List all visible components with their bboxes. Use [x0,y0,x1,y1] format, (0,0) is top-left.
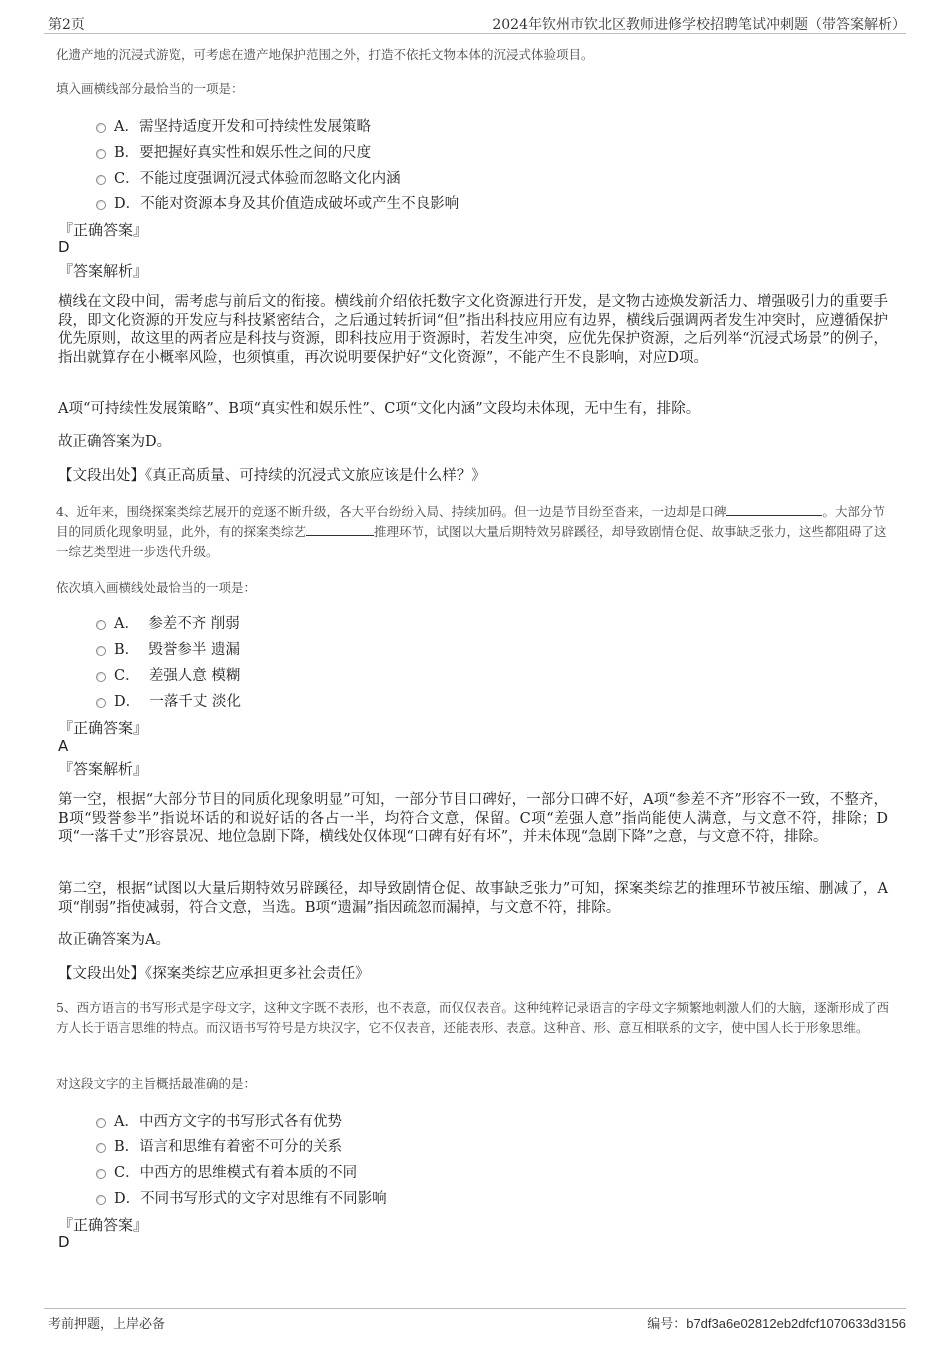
q4-source: 【文段出处】《探案类综艺应承担更多社会责任》 [58,966,370,982]
q5-answer: D [58,1233,70,1251]
q4-analysis-label: 『答案解析』 [58,760,149,778]
q3-analysis-p1: 横线在文段中间，需考虑与前后文的衔接。横线前介绍依托数字文化资源进行开发，是文物古迹焕发新活力、增强吸引力的重要手段，即文化资源的开发应与科技紧密结合，之后通过转折词“但”指出科技应用应有边界，横线后强调两者发生冲突时，应遵循保护优先原则，故这里的两者应是科技与资源，即科技应用于资源时，若发生冲突，应优先保护资源，之后列举“沉浸式场景”的例子，指出就算存在小概率风险，也须慎重，再次说明要保护好“文化资源”，不能产生不良影响，对应D项。 [58,294,888,366]
q3-source: 【文段出处】《真正高质量、可持续的沉浸式文旅应该是什么样？》 [58,468,486,484]
q3-analysis-label: 『答案解析』 [58,262,149,280]
q3-option-c[interactable]: C．不能过度强调沉浸式体验而忽略文化内涵 [96,167,401,188]
q4-option-b[interactable]: B． 毁誉参半 遗漏 [96,638,240,659]
q5-text: 5、西方语言的书写形式是字母文字，这种文字既不表形，也不表意，而仅仅表音。这种纯粹记录语言的字母文字频繁地刺激人们的大脑，逐渐形成了西方人长于语言思维的特点。而汉语书写符号是方块汉字，它不仅表音，还能表形、表意。这种音、形、意互相联系的文字，使中国人长于形象思维。 [56,1000,889,1035]
q5-option-c[interactable]: C．中西方的思维模式有着本质的不同 [96,1161,357,1182]
q4-prompt: 依次填入画横线处最恰当的一项是： [56,580,257,595]
footer-code: 编号：b7df3a6e02812eb2dfcf1070633d3156 [647,1316,906,1332]
q3-analysis-p3: 故正确答案为D。 [58,434,172,450]
q3-option-d[interactable]: D．不能对资源本身及其价值造成破坏或产生不良影响 [96,192,459,213]
q4-option-d[interactable]: D． 一落千丈 淡化 [96,690,241,711]
radio-icon[interactable] [96,200,106,210]
radio-icon[interactable] [96,698,106,708]
radio-icon[interactable] [96,175,106,185]
page-number: 第2页 [48,17,85,33]
radio-icon[interactable] [96,1169,106,1179]
q3-analysis-p2: A项“可持续性发展策略”、B项“真实性和娱乐性”、C项“文化内涵”文段均未体现，无中生有，排除。 [58,401,701,417]
radio-icon[interactable] [96,672,106,682]
q3-option-b[interactable]: B．要把握好真实性和娱乐性之间的尺度 [96,141,371,162]
q5-option-b[interactable]: B．语言和思维有着密不可分的关系 [96,1135,342,1156]
radio-icon[interactable] [96,646,106,656]
radio-icon[interactable] [96,620,106,630]
q3-answer-label: 『正确答案』 [58,221,149,239]
q4-analysis-p3: 故正确答案为A。 [58,932,170,948]
radio-icon[interactable] [96,1195,106,1205]
q4-blank-2 [306,523,374,536]
q4-analysis-p2: 第二空，根据“试图以大量后期特效另辟蹊径，却导致剧情仓促、故事缺乏张力”可知，探案类综艺的推理环节被压缩、删减了，A项“削弱”指使减弱，符合文意，当选。B项“遗漏”指因疏忽而漏掉，与文意不符，排除。 [58,881,888,916]
q3-text-tail: 化遗产地的沉浸式游览，可考虑在遗产地保护范围之外，打造不依托文物本体的沉浸式体验项目。 [56,47,594,62]
q4-option-c[interactable]: C． 差强人意 模糊 [96,664,240,685]
header-divider [44,33,906,34]
radio-icon[interactable] [96,123,106,133]
q4-answer-label: 『正确答案』 [58,719,149,737]
footer-slogan: 考前押题，上岸必备 [48,1317,166,1332]
q4-option-a[interactable]: A． 参差不齐 削弱 [96,612,240,633]
q4-blank-1 [726,503,822,516]
q4-answer: A [58,737,69,755]
q5-option-a[interactable]: A．中西方文字的书写形式各有优势 [96,1110,342,1131]
q4-analysis-p1: 第一空，根据“大部分节目的同质化现象明显”可知，一部分节目口碑好，一部分口碑不好，A项“参差不齐”形容不一致，不整齐，B项“毁誉参半”指说坏话的和说好话的各占一半，均符合文意，保留。C项“差强人意”指尚能使人满意，与文意不符，排除；D项“一落千丈”形容景况、地位急剧下降，横线处仅体现“口碑有好有坏”，并未体现“急剧下降”之意，与文意不符，排除。 [58,792,888,845]
q3-prompt: 填入画横线部分最恰当的一项是： [56,81,244,96]
radio-icon[interactable] [96,149,106,159]
radio-icon[interactable] [96,1143,106,1153]
q4-text: 4、近年来，围绕探案类综艺展开的竞逐不断升级，各大平台纷纷入局、持续加码。但一边是节目纷至沓来，一边却是口碑 。大部分节目的同质化现象明显，此外，有的探案类综艺 推理环节，试图以大量后期特效另辟蹊径，却导致剧情仓促、故事缺乏张力，这些都阻碍了这一综艺类型进一步迭代升级。 [56,504,887,559]
q5-option-d[interactable]: D．不同书写形式的文字对思维有不同影响 [96,1187,387,1208]
document-title: 2024年钦州市钦北区教师进修学校招聘笔试冲刺题（带答案解析） [492,17,906,33]
footer-divider [44,1308,906,1309]
q5-prompt: 对这段文字的主旨概括最准确的是： [56,1076,257,1091]
q3-answer: D [58,238,70,256]
q5-answer-label: 『正确答案』 [58,1216,149,1234]
q3-option-a[interactable]: A．需坚持适度开发和可持续性发展策略 [96,115,371,136]
radio-icon[interactable] [96,1118,106,1128]
